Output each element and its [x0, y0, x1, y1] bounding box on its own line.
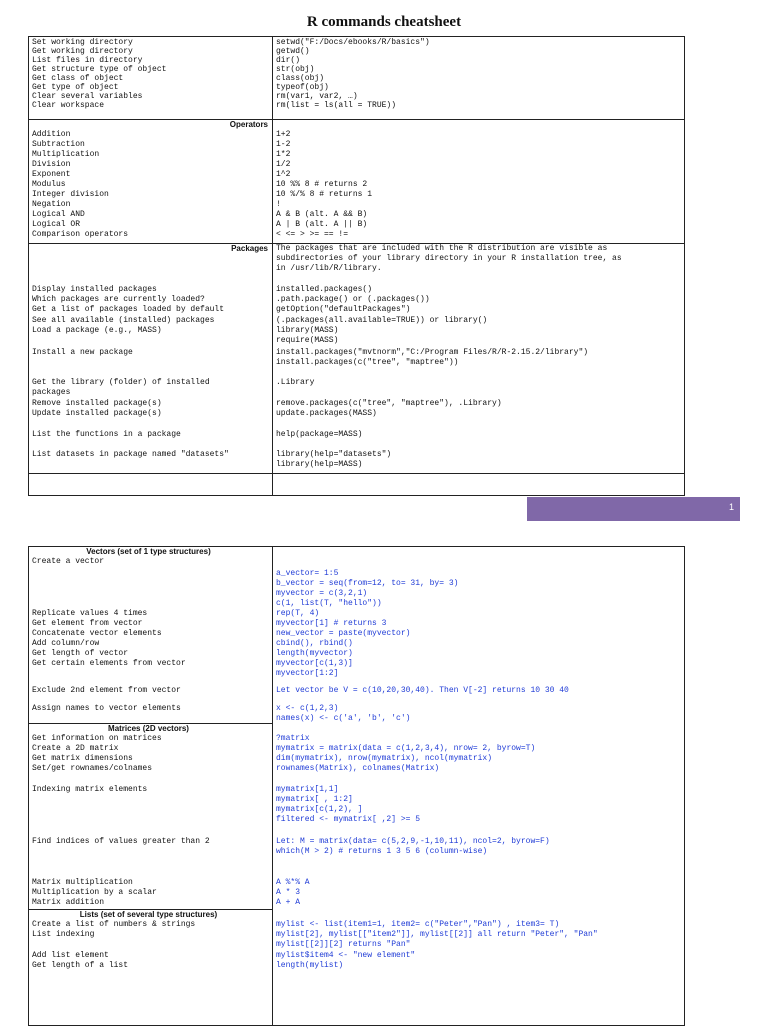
command-code: c(1, list(T, "hello")): [276, 599, 382, 608]
command-code: filtered <- mymatrix[ ,2] >= 5: [276, 815, 421, 824]
command-description: Indexing matrix elements: [32, 785, 148, 794]
command-code: 1^2: [276, 170, 291, 179]
command-code: install.packages(c("tree", "maptree")): [276, 358, 459, 367]
command-description: Get a list of packages loaded by default: [32, 305, 225, 314]
command-code: new_vector = paste(myvector): [276, 629, 411, 638]
table-row: [29, 744, 684, 754]
section-header-packages-label: Packages: [231, 244, 268, 253]
table-row: [29, 295, 684, 305]
section-header-operators-label: Operators: [229, 120, 268, 129]
command-code: require(MASS): [276, 336, 339, 345]
command-code: update.packages(MASS): [276, 409, 377, 418]
command-code: myvector = c(3,2,1): [276, 589, 368, 598]
command-description: Find indices of values greater than 2: [32, 837, 210, 846]
section-header-lists-label: Lists (set of several type structures): [79, 910, 218, 919]
table-row: [29, 639, 684, 649]
table-row: [29, 170, 684, 180]
command-code: Let: M = matrix(data= c(5,2,9,-1,10,11), ncol=2, byrow=F): [276, 837, 550, 846]
command-description: Exclude 2nd element from vector: [32, 686, 181, 695]
command-description: Get structure type of object: [32, 65, 167, 74]
command-description: List indexing: [32, 930, 95, 939]
command-description: Display installed packages: [32, 285, 157, 294]
table-row: [29, 659, 684, 669]
command-description: Logical OR: [32, 220, 81, 229]
command-description: Get length of a list: [32, 961, 129, 970]
table-row: [29, 409, 684, 419]
command-code: rownames(Matrix), colnames(Matrix): [276, 764, 440, 773]
command-code: b_vector = seq(from=12, to= 31, by= 3): [276, 579, 459, 588]
command-description: Get length of vector: [32, 649, 129, 658]
command-code: setwd("F:/Docs/ebooks/R/basics"): [276, 38, 430, 47]
command-code: mylist <- list(item1=1, item2= c("Peter","Pan") , item3= T): [276, 920, 560, 929]
section-header-matrices: [29, 724, 272, 734]
command-code: str(obj): [276, 65, 315, 74]
command-description: Get the library (folder) of installed: [32, 378, 210, 387]
table-row: [29, 888, 684, 898]
command-code: typeof(obj): [276, 83, 329, 92]
command-description: Modulus: [32, 180, 66, 189]
command-description: Get certain elements from vector: [32, 659, 186, 668]
command-description: Negation: [32, 200, 71, 209]
command-description: packages: [32, 388, 71, 397]
command-description: Exponent: [32, 170, 71, 179]
command-code: .path.package() or (.packages()): [276, 295, 430, 304]
command-code: mylist$item4 <- "new element": [276, 951, 416, 960]
command-description: Get class of object: [32, 74, 124, 83]
section-divider: [29, 473, 684, 474]
command-code: A + A: [276, 898, 301, 907]
command-code: myvector[c(1,3)]: [276, 659, 353, 668]
table-row: [29, 430, 684, 440]
command-description: Set/get rownames/colnames: [32, 764, 153, 773]
command-description: Logical AND: [32, 210, 85, 219]
command-description: Set working directory: [32, 38, 133, 47]
table-row: [29, 930, 684, 940]
table-row: [29, 837, 684, 847]
command-code: which(M > 2) # returns 1 3 5 6 (column-wise): [276, 847, 488, 856]
table-row: [29, 316, 684, 326]
command-code: mymatrix = matrix(data = c(1,2,3,4), nrow= 2, byrow=T): [276, 744, 536, 753]
table-row: [29, 795, 684, 805]
table-row: [29, 399, 684, 409]
table-row: [29, 961, 684, 971]
command-code: class(obj): [276, 74, 325, 83]
command-description: Division: [32, 160, 71, 169]
packages-intro-line-text: subdirectories of your library directory in your R installation tree, as: [276, 254, 622, 263]
command-description: Create a vector: [32, 557, 105, 566]
command-description: Replicate values 4 times: [32, 609, 148, 618]
table-row: [29, 619, 684, 629]
section-header-lists: [29, 910, 272, 920]
command-code: rm(var1, var2, …): [276, 92, 358, 101]
command-description: Update installed package(s): [32, 409, 162, 418]
command-description: Subtraction: [32, 140, 85, 149]
command-code: A %*% A: [276, 878, 310, 887]
packages-intro-line-text: The packages that are included with the R distribution are visible as: [276, 244, 608, 253]
command-code: A | B (alt. A || B): [276, 220, 368, 229]
command-description: Matrix addition: [32, 898, 105, 907]
command-code: < <= > >= == !=: [276, 230, 349, 239]
page-number: 1: [728, 502, 734, 512]
table-row: [29, 805, 684, 815]
command-description: Get working directory: [32, 47, 133, 56]
table-row: [29, 649, 684, 659]
command-code: myvector[1:2]: [276, 669, 339, 678]
command-description: List the functions in a package: [32, 430, 181, 439]
command-code: library(help="datasets"): [276, 450, 392, 459]
table-row: [29, 754, 684, 764]
command-code: .Library: [276, 378, 315, 387]
command-description: Addition: [32, 130, 71, 139]
table-row: [29, 230, 684, 240]
table-row: [29, 378, 684, 388]
command-description: See all available (installed) packages: [32, 316, 215, 325]
command-code: mymatrix[ , 1:2]: [276, 795, 353, 804]
command-code: remove.packages(c("tree", "maptree"), .Library): [276, 399, 502, 408]
table-row: [29, 358, 684, 368]
table-row: [29, 305, 684, 315]
command-description: Get information on matrices: [32, 734, 162, 743]
command-code: myvector[1] # returns 3: [276, 619, 387, 628]
table-row: [29, 388, 684, 398]
table-row: [29, 336, 684, 346]
table-row: [29, 599, 684, 609]
command-description: List datasets in package named "datasets": [32, 450, 229, 459]
command-description: Multiplication by a scalar: [32, 888, 157, 897]
page-title: R commands cheatsheet: [306, 14, 462, 30]
command-description: Add list element: [32, 951, 109, 960]
table-row: [29, 326, 684, 336]
table-row: [29, 460, 684, 470]
command-description: Remove installed package(s): [32, 399, 162, 408]
command-code: A & B (alt. A && B): [276, 210, 368, 219]
table-row: [29, 190, 684, 200]
table-row: [29, 589, 684, 599]
table-row: [29, 764, 684, 774]
command-code: mymatrix[1,1]: [276, 785, 339, 794]
command-code: 1/2: [276, 160, 291, 169]
packages-intro-line: [29, 244, 684, 254]
command-code: (.packages(all.available=TRUE)) or library(): [276, 316, 488, 325]
table-row: [29, 669, 684, 679]
command-description: Multiplication: [32, 150, 100, 159]
command-code: ?matrix: [276, 734, 310, 743]
command-description: Integer division: [32, 190, 109, 199]
table-row: [29, 898, 684, 908]
command-description: Matrix multiplication: [32, 878, 133, 887]
command-code: a_vector= 1:5: [276, 569, 339, 578]
table-row: [29, 920, 684, 930]
table-row: [29, 285, 684, 295]
command-code: getwd(): [276, 47, 310, 56]
command-code: names(x) <- c('a', 'b', 'c'): [276, 714, 411, 723]
commands-table-basics: [28, 36, 685, 496]
table-row: [29, 579, 684, 589]
command-code: !: [276, 200, 281, 209]
table-row: [29, 150, 684, 160]
table-row: [29, 704, 684, 714]
table-row: [29, 940, 684, 950]
command-code: library(MASS): [276, 326, 339, 335]
section-header-vectors: [29, 547, 272, 557]
command-description: Get type of object: [32, 83, 119, 92]
command-code: rm(list = ls(all = TRUE)): [276, 101, 397, 110]
table-row: [29, 210, 684, 220]
table-row: [29, 200, 684, 210]
command-code: 1-2: [276, 140, 291, 149]
command-code: 1*2: [276, 150, 291, 159]
table-row: [29, 878, 684, 888]
table-row: [29, 629, 684, 639]
command-code: 1+2: [276, 130, 291, 139]
section-header-matrices-label: Matrices (2D vectors): [108, 724, 189, 733]
table-row: [29, 101, 684, 111]
table-row: [29, 348, 684, 358]
command-description: Add column/row: [32, 639, 100, 648]
command-description: Install a new package: [32, 348, 133, 357]
command-code: dim(mymatrix), nrow(mymatrix), ncol(mymatrix): [276, 754, 493, 763]
table-row: [29, 734, 684, 744]
command-code: 10 %% 8 # returns 2: [276, 180, 368, 189]
table-row: [29, 815, 684, 825]
table-row: [29, 220, 684, 230]
command-code: mylist[[2]][2] returns "Pan": [276, 940, 411, 949]
table-row: [29, 140, 684, 150]
section-header-vectors-label: Vectors (set of 1 type structures): [86, 547, 211, 556]
table-row: [29, 609, 684, 619]
command-code: getOption("defaultPackages"): [276, 305, 411, 314]
command-code: length(mylist): [276, 961, 344, 970]
table-row: [29, 160, 684, 170]
command-description: Load a package (e.g., MASS): [32, 326, 162, 335]
command-description: List files in directory: [32, 56, 143, 65]
table-row: [29, 569, 684, 579]
command-code: A * 3: [276, 888, 301, 897]
command-description: Clear several variables: [32, 92, 143, 101]
section-header-operators: [29, 120, 272, 130]
table-row: [29, 450, 684, 460]
command-description: Get matrix dimensions: [32, 754, 133, 763]
command-code: x <- c(1,2,3): [276, 704, 339, 713]
command-code: mymatrix[c(1,2), ]: [276, 805, 363, 814]
command-description: Comparison operators: [32, 230, 129, 239]
table-row: [29, 951, 684, 961]
command-code: mylist[2], mylist[["item2"]], mylist[[2]] all return "Peter", "Pan": [276, 930, 598, 939]
command-code: install.packages("mvtnorm","C:/Program Files/R/R-2.15.2/library"): [276, 348, 589, 357]
table-row: [29, 847, 684, 857]
command-description: Assign names to vector elements: [32, 704, 181, 713]
command-description: Create a list of numbers & strings: [32, 920, 196, 929]
command-description: Clear workspace: [32, 101, 105, 110]
command-code: length(myvector): [276, 649, 353, 658]
page-footer-bar: [527, 497, 740, 521]
command-description: Get element from vector: [32, 619, 143, 628]
command-code: rep(T, 4): [276, 609, 320, 618]
command-code: help(package=MASS): [276, 430, 363, 439]
packages-intro-line: [29, 264, 684, 274]
command-description: Concatenate vector elements: [32, 629, 162, 638]
command-code: Let vector be V = c(10,20,30,40). Then V[-2] returns 10 30 40: [276, 686, 569, 695]
commands-table-data-structures: [28, 546, 685, 1026]
command-code: 10 %/% 8 # returns 1: [276, 190, 373, 199]
command-code: cbind(), rbind(): [276, 639, 353, 648]
table-row: [29, 557, 684, 567]
table-row: [29, 130, 684, 140]
command-code: installed.packages(): [276, 285, 373, 294]
packages-intro-line: [29, 254, 684, 264]
table-row: [29, 785, 684, 795]
command-code: dir(): [276, 56, 301, 65]
table-row: [29, 686, 684, 696]
command-code: library(help=MASS): [276, 460, 363, 469]
table-row: [29, 180, 684, 190]
command-description: Create a 2D matrix: [32, 744, 119, 753]
packages-intro-line-text: in /usr/lib/R/library.: [276, 264, 382, 273]
command-description: Which packages are currently loaded?: [32, 295, 205, 304]
